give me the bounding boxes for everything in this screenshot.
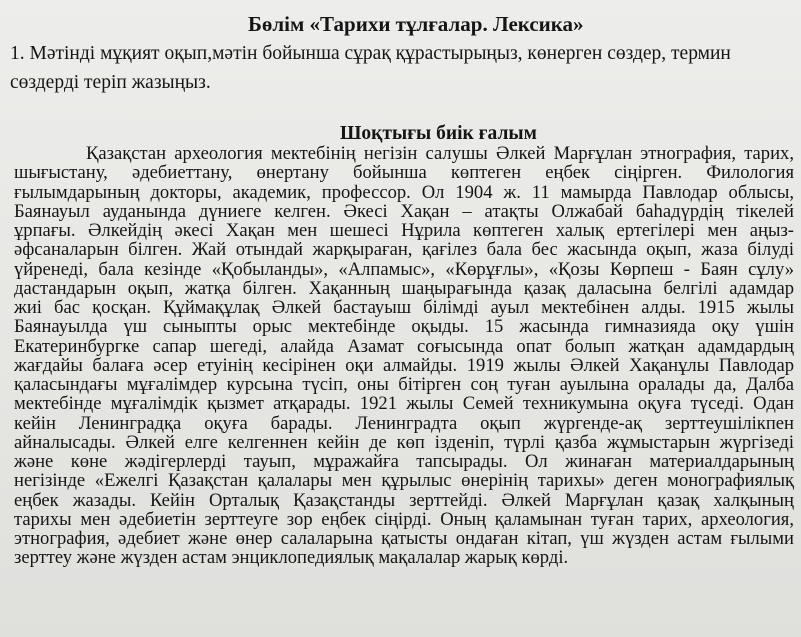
body-line: қаласындағы мұғалімдер курсына түсіп, оны бітірген соң туған ауылына оралады да, Далба: [14, 374, 794, 395]
body-line: ғылымдарының докторы, академик, профессор. Ол 1904 ж. 11 мамырда Павлодар облысы,: [14, 181, 794, 203]
body-line: шығыстану, әдебиеттану, өнертану бойынша көптеген еңбек сіңірген. Филология: [14, 162, 794, 184]
body-line: және көне жәдігерлерді тауып, мұражайға тапсырады. Ол жинаған материалдарының: [14, 451, 794, 472]
body-line: әфсаналарын білген. Жай отындай жарқыраған, қағілез бала бес жасында оқып, жаза білуді: [14, 239, 794, 261]
task-instruction: [10, 39, 800, 97]
body-line: дастандарын оқып, жатқа білген. Хақанның шаңырағында қазақ даласына белгілі адамдар: [14, 277, 794, 299]
section-title: Бөлім «Тарихи тұлғалар. Лексика»: [248, 12, 584, 36]
body-line: айналысады. Әлкей елге келгеннен кейін де көп ізденіп, түрлі қазба жұмыстарын жүргізеді: [14, 431, 794, 453]
body-line: жиі бас қосқан. Құймақұлақ Әлкей бастауыш білімді ауыл мектебінен алды. 1915 жылы: [14, 297, 794, 318]
article-title: Шоқтығы биік ғалым: [340, 123, 537, 144]
body-line: жағдайы балаға әсер етуінің кесірінен оқи алмайды. 1919 жылы Әлкей Хақанұлы Павлодар: [14, 354, 794, 376]
body-line: кейін Ленинградқа оқуға барады. Ленинградта оқып жүргенде-ақ зерттеушілікпен: [14, 412, 794, 434]
body-line: этнография, әдебиет және өнер салаларына қатысты ондаған кітап, үш жүзден астам ғылыми: [14, 528, 794, 549]
body-line: Екатеринбургке сапар шегеді, алайда Азамат соғысында опат болып жатқан адамдардың: [14, 335, 794, 357]
body-line: зерттеу және жүзден астам энциклопедиялық мақалалар жарық көрді.: [14, 547, 569, 569]
body-line: ұрпағы. Әлкейдің әкесі Хақан мен шешесі Нұрила көптеген халық ертегілері мен аңыз-: [14, 220, 794, 241]
body-line: мектебінде мұғалімдік қызмет атқарады. 1921 жылы Семей техникумына оқуға түседі. Одан: [14, 393, 794, 415]
body-line: Баянауылда үш сыныпты орыс мектебінде оқыды. 15 жасында гимназияда оқу үшін: [14, 316, 794, 338]
task-line: сөздерді теріп жазыңыз.: [10, 72, 211, 93]
body-line: Баянауыл ауданында дүниеге келген. Әкесі Хақан – атақты Олжабай баһадүрдің тікелей: [14, 200, 794, 222]
body-line: Қазақстан археология мектебінің негізін салушы Әлкей Марғұлан этнография, тарих,: [86, 143, 794, 164]
body-line: тарихы мен әдебиетін зерттеуге зор еңбек сіңірді. Оның қаламынан туған тарих, археология,: [14, 508, 794, 530]
article-body: [14, 144, 794, 568]
body-line: үйренеді, бала кезінде «Қобыланды», «Алпамыс», «Көрұғлы», «Қозы Көрпеш - Баян сұлу»: [14, 258, 794, 280]
body-line: еңбек жазады. Кейін Орталық Қазақстанды зерттейді. Әлкей Марғұлан қазақ халқының: [14, 489, 794, 511]
task-line: 1. Мәтінді мұқият оқып,мәтін бойынша сұрақ құрастырыңыз, көнерген сөздер, термин: [10, 43, 731, 64]
body-line: негізінде «Ежелгі Қазақстан қалалары мен құрылыс өнерінің тарихы» деген монографиялық: [14, 470, 794, 492]
